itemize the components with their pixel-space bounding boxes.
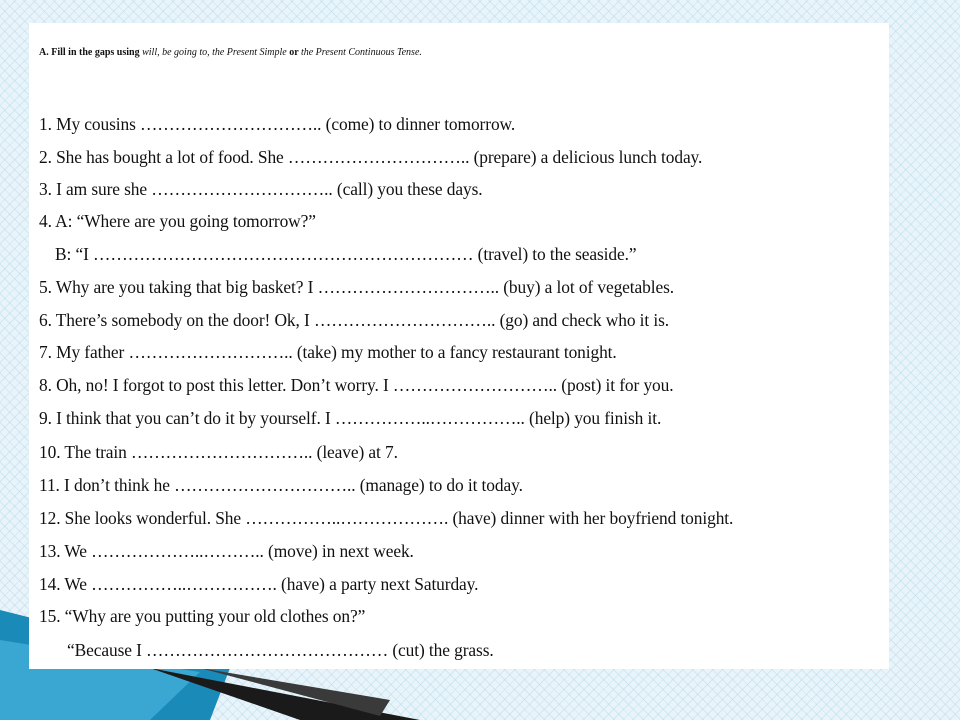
heading-or: or bbox=[286, 47, 301, 58]
exercise-line-4b: B: “I ………………………………………………………… (travel) to the seaside.” bbox=[55, 244, 637, 264]
exercise-line-12: 12. She looks wonderful. She ……………..………………. (have) dinner with her boyfriend tonight. bbox=[39, 508, 734, 528]
exercise-line-2: 2. She has bought a lot of food. She ………………………….. (prepare) a delicious lunch today. bbox=[39, 147, 703, 167]
exercise-line-13: 13. We ………………..……….. (move) in next week. bbox=[39, 541, 414, 561]
heading-term-1: will, be going to, the Present Simple bbox=[142, 47, 287, 58]
exercise-line-14: 14. We ……………..……………. (have) a party next Saturday. bbox=[39, 574, 479, 594]
exercise-heading bbox=[39, 47, 884, 58]
exercise-line-1: 1. My cousins ………………………….. (come) to dinner tomorrow. bbox=[39, 114, 516, 134]
exercise-line-15b: “Because I …………………………………… (cut) the grass. bbox=[67, 640, 494, 660]
exercise-line-4a: 4. A: “Where are you going tomorrow?” bbox=[39, 211, 316, 231]
heading-prefix: A. Fill in the gaps using bbox=[39, 47, 143, 58]
heading-term-2: the Present Continuous Tense. bbox=[300, 47, 422, 58]
exercise-line-5: 5. Why are you taking that big basket? I ………………………….. (buy) a lot of vegetables. bbox=[39, 277, 674, 297]
exercise-line-15a: 15. “Why are you putting your old clothes on?” bbox=[39, 606, 366, 626]
exercise-line-6: 6. There’s somebody on the door! Ok, I ………………………….. (go) and check who it is. bbox=[39, 310, 670, 330]
exercise-line-7: 7. My father ……………………….. (take) my mother to a fancy restaurant tonight. bbox=[39, 342, 617, 362]
worksheet-image bbox=[29, 23, 889, 669]
exercise-line-11: 11. I don’t think he ………………………….. (manage) to do it today. bbox=[39, 475, 523, 495]
exercise-line-8: 8. Oh, no! I forgot to post this letter. Don’t worry. I ……………………….. (post) it for you. bbox=[39, 375, 674, 395]
exercise-line-10: 10. The train ………………………….. (leave) at 7. bbox=[39, 442, 398, 462]
exercise-line-9: 9. I think that you can’t do it by yourself. I ……………..…………….. (help) you finish it. bbox=[39, 408, 662, 428]
exercise-line-3: 3. I am sure she ………………………….. (call) you these days. bbox=[39, 179, 483, 199]
